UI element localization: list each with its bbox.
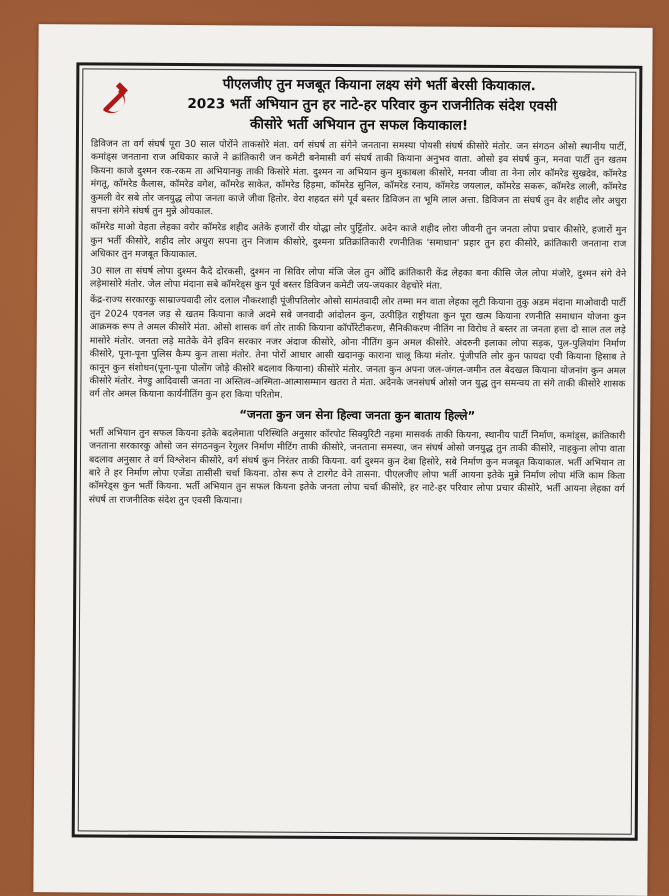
headline-line-2: 2023 भर्ती अभियान तुन हर नाटे-हर परिवार कुन राजनीतिक संदेश एवसी (187, 96, 558, 115)
hammer-sickle-icon (95, 81, 133, 119)
closing-paragraph: भर्ती अभियान तुन सफल कियना इतेके बदलेमाता परिस्थिति अनुसार कॉरपोट सिक्युरिटी नड़मा मासवर्क ताकी कियना, स्थानीय पार्टी निर्माण, कमांड्स, क्रांतिकारी जनताना सरकारकु ओसो जन संगठनकुन रेगुलर निर्माण मीटिंग ताकी कीसोरे, जनताना समस्या, जन संघर्ष ओसो जनयुद्ध तुन ताकी कीसोरे, नाहकुना लोपा वाता बदलाव अनुसार ते वर्ग विश्लेशन कीसोरे, वर्ग संघर्ष कुन निरंतर ताकी कियना. वर्ग दुश्मन कुन देबा हिसोरे, सबे निर्माण कुन मजबूत कियाकाल. भर्ती अभियान ता बारे ते हर निर्माण लोपा एजेंडा तासीसी चर्चा कियना. ठोस रूप ते टारगेट वेने तासना. पीएलजीए लोपा भर्ती आयना इतेके मुन्ने निर्माण लोपा मंजि काम किता कॉमरेड्स कुन भर्ती कियना. भर्ती अभियान तुन सफल कियना इतेके जनता लोपा चर्चा कीसोरे, हर नाटे-हर परिवार लोपा प्रचार कीसोरे, भर्ती आयना लेहका वर्ग संघर्ष ता राजनीतिक संदेश तुन एवसी कियाना। (88, 427, 626, 507)
poster-content (78, 68, 637, 834)
body-paragraph-1: डिविजन ता वर्ग संघर्ष पूरा 30 साल पोरोंने ताकसोरे मंता. वर्ग संघर्ष ता संगेने जनताना समस्या पोयसी संघर्ष कीसोरे मंतोर. जन संगठन ओसो स्थानीय पार्टी, कमांड्स जनताना राज अधिकार काजे ने क्रांतिकारी जन कमेटी बनेमासी वर्ग संघर्ष ताकी कियाना अनुभव वाता. ओसो इव संघर्ष कुन, मनवा पार्टी तुन खतम कियना काजे दुश्मन रक-रकम ता अभियानकु ताकी किसोरे मंता. दुश्मन ना अभियान कुन मुकाबला कीसोरे, मनवा जीवा ता नेना लोर कॉमरेड सुखदेव, कॉमरेड मंगतू, कॉमरेड कैलास, कॉमरेड वगेश, कॉमरेड साकेत, कॉमरेड हिड़मा, कॉमरेड सुनिल, कॉमरेड रनाय, कॉमरेड जयलाल, कॉमरेड सकरू, कॉमरेड लाली, कॉमरेड कुमली वेर सबे तोर जनयुद्ध लोपा जनता काजे जीवा हितोर. वेरा शहदत संगे पूर्व बस्तर डिविजन ता भूमि लाल अत्ता. डिविजन ता संघर्ष तुन वेर शहीद लोर अधुरा सपना संगेने संघर्ष तुन मुन्ने ओयकाल. (90, 138, 627, 218)
body-paragraph-2: कॉमरेड माओ वेहता लेहका वरोर कॉमरेड शहीद अतेके हजारों वीर योद्धा लोर पुट्टिंतोर. अदेन काजे शहीद लोरा जीवनी तुन जनता लोपा प्रचार कीसोरे, हजारों मुन कुन भर्ती कीसोरे, शहीद लोर अधुरा सपना तुन निजाम कीसोरे, दुश्मना प्रतिक्रांतिकारी रणनीतिक 'समाधान' प्रहार तुन हरा कीसोरे, क्रांतिकारी जनताना राज अधिकार तुन मजबूत कियाकाल. (90, 221, 627, 261)
poster-header (91, 73, 627, 136)
headline-line-3: कीसोरे भर्ती अभियान तुन सफल कियाकाल! (249, 116, 469, 134)
poster-border (72, 62, 643, 840)
body-paragraph-3: 30 साल ता संघर्ष लोपा दुश्मन कैदे दोरकसी, दुश्मन ना सिविर लोपा मंजि जेल तुन ओंदि क्रांतिकारी केंद्र लेहका बना कीसि जेल लोपा मंजोरे, दुश्मन संगे वेने लड़ेमासोरे मंतोर. जेल लोपा मंदाना सबे कॉमरेड्स कुन पूर्व बस्तर डिविजन कमेटी जय-जयकार वेहचोरे मंता. (90, 265, 627, 292)
slogan: “जनता कुन जन सेना हिल्वा जनता कुन बाताय हिल्ले” (239, 407, 476, 423)
body-paragraph-4: केंद्र-राज्य सरकारकु साम्राज्यवादी लोर दलाल नौकरशाही पूंजीपतिलोर ओसो सामंतवादी लोर तम्मा मन वाता लेहका लूटी कियाना तुकु अडम मंदाना माओवादी पार्टी तुन 2024 एवनल जड़ से खतम कियाना काजे अदमे सबे जनवादी आंदोलन कुन, उत्पीड़ित राष्ट्रीयता कुन पूरा खत्म कियाना रणनीति समाधान योजना कुन आक्रमक रूप ते अमल कीसोरे मंता. ओसो शासक वर्ग तोर ताकी कियाना कॉर्पोरेटीकरण, सैनिकीकरण नीतिंग ना विरोध ते बस्तर ता जनता हत्ता दो साल तल लड़े मासोरे मंतोर. जनता लड़े मातेके वेने इविन सरकार नजर अंदाज कीसोरे, ओना नीतिंग कुन अमल कीसोरे. अंदरुनी इलाका लोपा सड़क, पुल-पुलियांग निर्माण कीसोरे, पूना-पूना पुलिस कैम्प कुन तासा मंतोर. तेना पोरों आधार आसी खदानकु काराना चालू किया मंतोर. पूंजीपति लोर कुन फायदा एवी कियाना हिसाब ते कानून कुन संशोधन(पूना-पूना पोलोंग जोड़े कीसोरे बदलाव कियाना) कीसोरे मंतोर. जनता कुन अपना जल-जंगल-जमीन तल बेदखल कियाना योजनांग कुन अमल कीसोरे मंतोर. नेण्डु आदिवासी जनता ना अस्तित्व-अस्मिता-आत्मासम्मान खतरा ते मंता. अदेनके जनसंघर्ष ओसो जन युद्ध तुन समन्वय ता संगे ताकी कीसोरे शासक वर्ग तोर अमल कियाना कार्यनीतिंग कुन हरा किया परितोम. (89, 294, 626, 401)
headline-line-1: पीएलजीए तुन मजबूत कियाना लक्ष्य संगे भर्ती बेरसी कियाकाल. (222, 76, 536, 95)
poster-sheet (33, 24, 652, 896)
